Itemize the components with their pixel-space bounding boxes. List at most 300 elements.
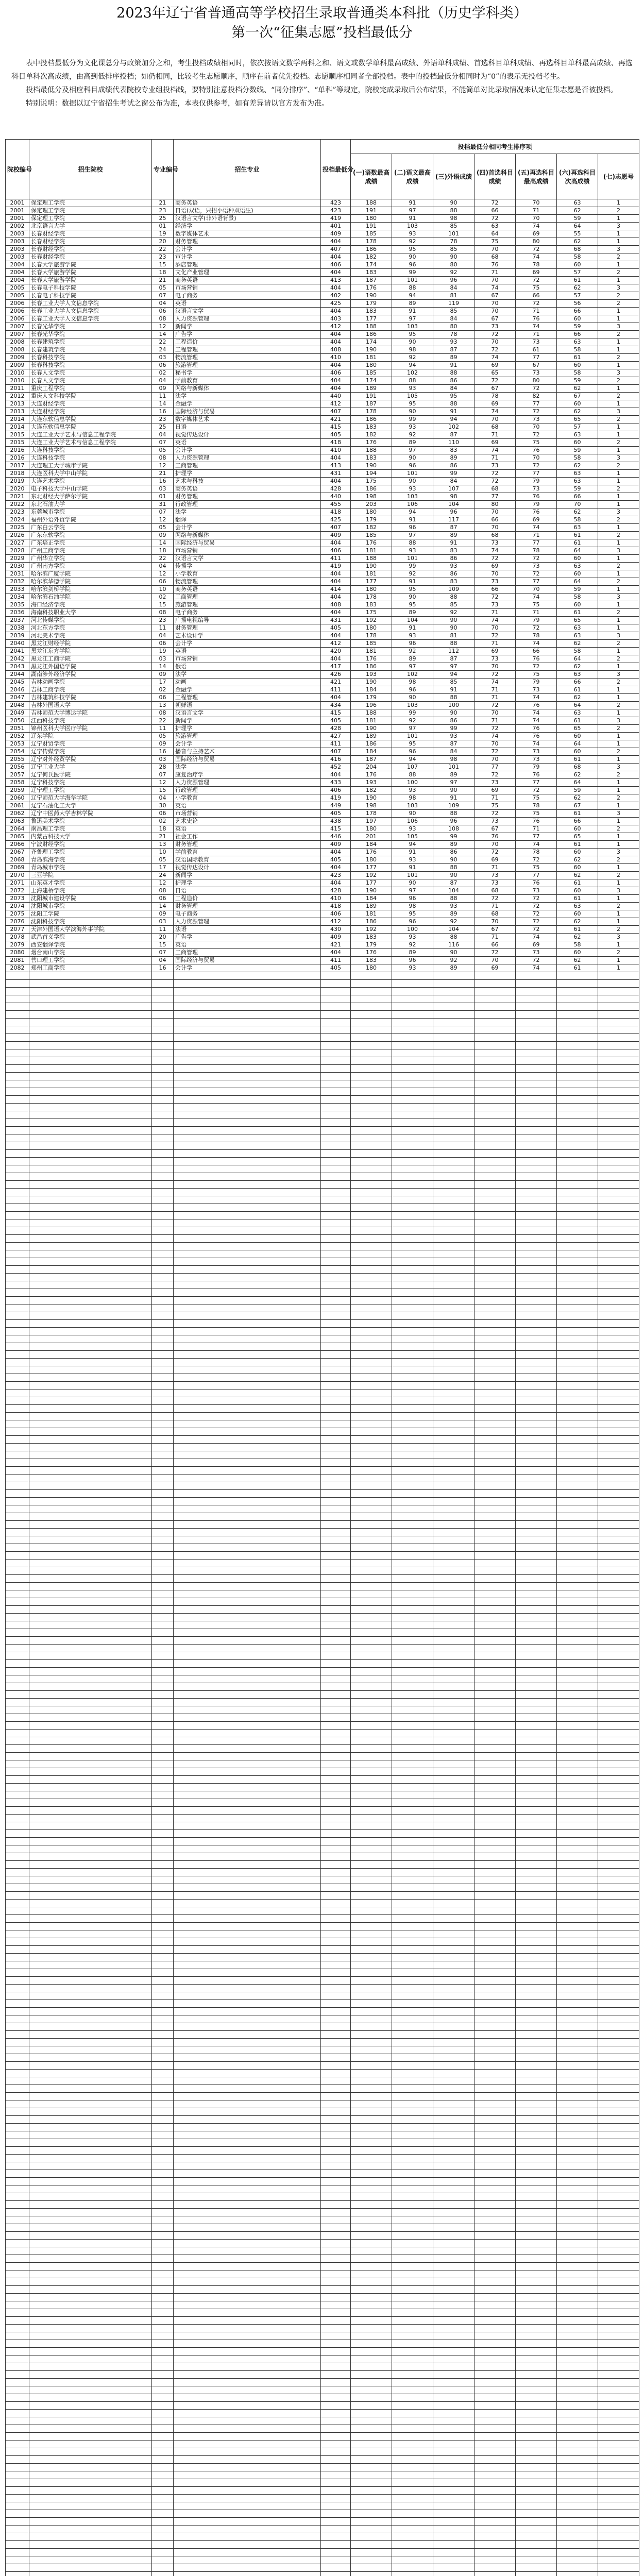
notes-block — [11, 57, 633, 110]
empty-cell — [557, 1173, 598, 1181]
empty-cell — [321, 1652, 351, 1660]
empty-cell — [174, 1637, 321, 1645]
empty-cell — [392, 1776, 433, 1784]
cell-school-code: 2044 — [6, 671, 29, 679]
cell-volunteer-no: 2 — [598, 354, 639, 362]
empty-cell — [516, 2155, 557, 2162]
cell-min-score: 414 — [321, 586, 351, 594]
cell-school-name: 广东东软学院 — [29, 532, 152, 539]
empty-cell — [321, 1297, 351, 1304]
empty-cell — [516, 2301, 557, 2309]
empty-cell — [351, 1590, 392, 1598]
empty-cell — [152, 1389, 174, 1397]
empty-cell — [29, 2487, 152, 2495]
empty-cell — [392, 1590, 433, 1598]
cell-tiebreak-2: 89 — [392, 300, 433, 308]
empty-cell — [351, 1637, 392, 1645]
cell-major-name: 英语 — [174, 648, 321, 655]
cell-tiebreak-2: 96 — [392, 918, 433, 926]
cell-tiebreak-4: 73 — [474, 872, 516, 879]
empty-cell — [392, 2556, 433, 2564]
empty-cell — [152, 988, 174, 995]
cell-major-name: 工程造价 — [174, 338, 321, 346]
empty-cell — [174, 1451, 321, 1459]
cell-tiebreak-5: 75 — [516, 284, 557, 292]
cell-major-code: 09 — [152, 910, 174, 918]
empty-cell — [321, 2224, 351, 2232]
empty-cell — [6, 1513, 29, 1521]
empty-cell — [557, 2240, 598, 2247]
empty-cell — [557, 2355, 598, 2363]
empty-cell — [6, 1621, 29, 1629]
empty-cell — [321, 2116, 351, 2124]
empty-cell — [174, 2294, 321, 2301]
cell-school-code: 2051 — [6, 725, 29, 733]
empty-cell — [6, 2008, 29, 2015]
empty-cell — [321, 2062, 351, 2070]
empty-cell — [29, 2015, 152, 2023]
empty-cell — [351, 1583, 392, 1590]
empty-cell — [598, 2116, 639, 2124]
cell-school-name: 广州华立学院 — [29, 555, 152, 563]
empty-cell — [29, 1304, 152, 1312]
empty-row — [6, 1343, 639, 1351]
cell-tiebreak-3: 84 — [433, 385, 474, 393]
cell-tiebreak-3: 85 — [433, 223, 474, 230]
empty-cell — [598, 1598, 639, 1606]
empty-cell — [152, 1791, 174, 1799]
note-paragraph: 表中投档最低分为文化课总分与政策加分之和，考生投档成绩相同时，依次按语文数学两科之和、语文或数学单科最高成绩、外语单科成绩、首选科目单科成绩、再选科目单科最高成绩、再选科目单科次高成绩，由高到低排序投档；如仍相同，比较考生志愿顺序，顺序在前者优先投档。志愿顺序相同者全部投档。表中的投档最低分相同时为“0”的表示无投档考生。 — [11, 59, 633, 81]
empty-cell — [152, 1204, 174, 1212]
empty-cell — [6, 1297, 29, 1304]
empty-cell — [29, 1961, 152, 1969]
empty-cell — [174, 1668, 321, 1675]
empty-cell — [152, 1351, 174, 1359]
empty-cell — [174, 980, 321, 988]
cell-tiebreak-2: 97 — [392, 532, 433, 539]
empty-cell — [433, 1892, 474, 1900]
cell-tiebreak-2: 103 — [392, 323, 433, 331]
cell-tiebreak-5: 70 — [516, 199, 557, 207]
empty-cell — [152, 1065, 174, 1073]
cell-min-score: 405 — [321, 624, 351, 632]
empty-cell — [174, 1513, 321, 1521]
empty-cell — [29, 2232, 152, 2240]
cell-tiebreak-4: 72 — [474, 331, 516, 338]
empty-cell — [6, 2278, 29, 2286]
empty-cell — [392, 1304, 433, 1312]
empty-cell — [152, 1289, 174, 1297]
empty-cell — [557, 1289, 598, 1297]
empty-cell — [392, 2015, 433, 2023]
empty-cell — [516, 2386, 557, 2394]
empty-cell — [598, 1475, 639, 1482]
empty-cell — [474, 1498, 516, 1505]
empty-cell — [351, 1498, 392, 1505]
cell-tiebreak-6: 62 — [557, 640, 598, 648]
empty-cell — [174, 1969, 321, 1977]
cell-school-code: 2005 — [6, 292, 29, 300]
empty-row — [6, 1335, 639, 1343]
empty-cell — [474, 1505, 516, 1513]
empty-cell — [433, 2541, 474, 2549]
empty-cell — [598, 1343, 639, 1351]
empty-cell — [29, 2270, 152, 2278]
empty-cell — [474, 2371, 516, 2379]
cell-major-name: 俄语 — [174, 663, 321, 671]
empty-cell — [516, 1552, 557, 1560]
cell-tiebreak-2: 97 — [392, 315, 433, 323]
cell-school-code: 2010 — [6, 377, 29, 385]
empty-cell — [29, 1575, 152, 1583]
empty-cell — [321, 1320, 351, 1328]
empty-cell — [516, 2178, 557, 2185]
cell-major-code: 25 — [152, 423, 174, 431]
empty-cell — [351, 1304, 392, 1312]
empty-cell — [433, 1451, 474, 1459]
empty-cell — [598, 1042, 639, 1049]
cell-tiebreak-6: 66 — [557, 679, 598, 686]
empty-cell — [6, 2441, 29, 2448]
empty-cell — [474, 1150, 516, 1158]
empty-cell — [474, 2448, 516, 2456]
empty-row — [6, 2085, 639, 2093]
cell-tiebreak-2: 101 — [392, 470, 433, 478]
empty-cell — [516, 1026, 557, 1034]
empty-cell — [351, 2371, 392, 2379]
empty-cell — [321, 2155, 351, 2162]
empty-cell — [6, 2270, 29, 2278]
empty-cell — [6, 2247, 29, 2255]
empty-cell — [598, 1335, 639, 1343]
cell-min-score: 404 — [321, 570, 351, 578]
cell-tiebreak-6: 61 — [557, 810, 598, 818]
empty-cell — [557, 2495, 598, 2502]
empty-cell — [598, 1104, 639, 1111]
empty-cell — [392, 1768, 433, 1776]
empty-cell — [557, 1629, 598, 1637]
cell-tiebreak-3: 84 — [433, 315, 474, 323]
empty-cell — [351, 1042, 392, 1049]
empty-cell — [392, 1529, 433, 1536]
cell-tiebreak-6: 59 — [557, 215, 598, 223]
cell-school-code: 2050 — [6, 717, 29, 725]
table-row — [6, 555, 639, 563]
empty-cell — [516, 2193, 557, 2201]
cell-major-code: 04 — [152, 377, 174, 385]
cell-tiebreak-6: 62 — [557, 794, 598, 802]
table-body — [6, 199, 639, 2576]
cell-major-code: 14 — [152, 331, 174, 338]
cell-tiebreak-2: 98 — [392, 679, 433, 686]
cell-min-score: 431 — [321, 470, 351, 478]
empty-cell — [516, 1281, 557, 1289]
empty-cell — [152, 2255, 174, 2263]
empty-cell — [433, 1104, 474, 1111]
empty-cell — [433, 2533, 474, 2541]
cell-school-code: 2021 — [6, 493, 29, 501]
cell-min-score: 401 — [321, 223, 351, 230]
empty-cell — [433, 1328, 474, 1335]
empty-cell — [516, 1366, 557, 1374]
cell-major-name: 工程管理 — [174, 346, 321, 354]
empty-cell — [6, 1845, 29, 1853]
cell-tiebreak-4: 66 — [474, 207, 516, 215]
empty-cell — [6, 1884, 29, 1892]
empty-cell — [152, 1436, 174, 1444]
cell-school-name: 电子科技大学中山学院 — [29, 485, 152, 493]
empty-cell — [557, 1675, 598, 1683]
empty-cell — [321, 1219, 351, 1227]
empty-cell — [598, 972, 639, 980]
empty-cell — [392, 1049, 433, 1057]
empty-cell — [29, 2464, 152, 2471]
empty-row — [6, 1266, 639, 1274]
empty-cell — [598, 1807, 639, 1815]
empty-cell — [321, 1930, 351, 1938]
cell-tiebreak-2: 97 — [392, 207, 433, 215]
cell-tiebreak-5: 76 — [516, 493, 557, 501]
cell-tiebreak-4: 72 — [474, 849, 516, 856]
empty-cell — [516, 1482, 557, 1490]
empty-cell — [474, 1645, 516, 1652]
cell-min-score: 404 — [321, 478, 351, 485]
cell-school-code: 2053 — [6, 740, 29, 748]
empty-cell — [557, 2371, 598, 2379]
empty-cell — [321, 1490, 351, 1498]
empty-cell — [433, 2046, 474, 2054]
table-row — [6, 586, 639, 594]
empty-cell — [29, 1869, 152, 1876]
empty-cell — [433, 2502, 474, 2510]
empty-cell — [351, 2015, 392, 2023]
empty-cell — [557, 1490, 598, 1498]
empty-cell — [351, 2556, 392, 2564]
empty-cell — [474, 1274, 516, 1281]
header-tiebreak-group: 投档最低分相同考生排序项 — [351, 140, 639, 154]
empty-cell — [557, 1830, 598, 1838]
empty-row — [6, 1459, 639, 1467]
empty-cell — [29, 2155, 152, 2162]
empty-cell — [174, 1088, 321, 1096]
empty-cell — [351, 1351, 392, 1359]
empty-row — [6, 1382, 639, 1389]
cell-tiebreak-5: 69 — [516, 941, 557, 949]
cell-tiebreak-6: 62 — [557, 663, 598, 671]
empty-cell — [351, 2039, 392, 2046]
empty-cell — [392, 1869, 433, 1876]
empty-cell — [392, 1212, 433, 1219]
empty-cell — [6, 2131, 29, 2139]
empty-cell — [321, 2201, 351, 2209]
empty-cell — [433, 1768, 474, 1776]
empty-cell — [351, 2572, 392, 2576]
cell-tiebreak-4: 70 — [474, 509, 516, 516]
empty-cell — [598, 1760, 639, 1768]
cell-tiebreak-1: 190 — [351, 725, 392, 733]
cell-tiebreak-2: 92 — [392, 238, 433, 246]
empty-cell — [516, 1900, 557, 1907]
empty-cell — [474, 1073, 516, 1080]
empty-cell — [351, 1505, 392, 1513]
cell-min-score: 405 — [321, 717, 351, 725]
empty-cell — [6, 1042, 29, 1049]
empty-cell — [433, 1513, 474, 1521]
cell-tiebreak-5: 74 — [516, 964, 557, 972]
empty-cell — [598, 2417, 639, 2425]
empty-cell — [474, 2178, 516, 2185]
cell-tiebreak-2: 96 — [392, 748, 433, 756]
empty-cell — [174, 1266, 321, 1274]
empty-cell — [516, 1250, 557, 1258]
empty-cell — [557, 1475, 598, 1482]
table-row — [6, 632, 639, 640]
cell-tiebreak-3: 88 — [433, 640, 474, 648]
cell-school-code: 2059 — [6, 787, 29, 794]
table-row — [6, 872, 639, 879]
cell-tiebreak-3: 91 — [433, 794, 474, 802]
empty-cell — [474, 2263, 516, 2270]
empty-cell — [152, 2301, 174, 2309]
empty-cell — [174, 1536, 321, 1544]
empty-cell — [433, 1652, 474, 1660]
cell-tiebreak-4: 71 — [474, 640, 516, 648]
cell-major-name: 动画 — [174, 679, 321, 686]
empty-cell — [152, 1165, 174, 1173]
cell-tiebreak-4: 70 — [474, 709, 516, 717]
empty-cell — [557, 1444, 598, 1451]
empty-cell — [557, 1382, 598, 1389]
empty-cell — [6, 1706, 29, 1714]
empty-cell — [351, 1049, 392, 1057]
empty-cell — [474, 2417, 516, 2425]
cell-min-score: 438 — [321, 818, 351, 825]
empty-cell — [516, 2046, 557, 2054]
empty-cell — [557, 2193, 598, 2201]
cell-min-score: 425 — [321, 516, 351, 524]
empty-row — [6, 1359, 639, 1366]
empty-cell — [6, 1026, 29, 1034]
cell-tiebreak-1: 180 — [351, 509, 392, 516]
cell-tiebreak-4: 72 — [474, 702, 516, 709]
empty-cell — [29, 1977, 152, 1985]
cell-tiebreak-1: 189 — [351, 903, 392, 910]
empty-cell — [152, 1320, 174, 1328]
empty-cell — [516, 1923, 557, 1930]
empty-cell — [433, 2255, 474, 2263]
empty-cell — [29, 1884, 152, 1892]
empty-cell — [433, 1250, 474, 1258]
empty-cell — [433, 1560, 474, 1567]
empty-cell — [557, 2363, 598, 2371]
empty-cell — [174, 1127, 321, 1134]
cell-tiebreak-5: 69 — [516, 230, 557, 238]
empty-cell — [351, 1845, 392, 1853]
cell-major-name: 艺术史论 — [174, 818, 321, 825]
empty-cell — [351, 1621, 392, 1629]
empty-cell — [474, 1745, 516, 1753]
empty-cell — [516, 1652, 557, 1660]
empty-cell — [321, 1080, 351, 1088]
empty-cell — [557, 2487, 598, 2495]
cell-tiebreak-1: 176 — [351, 849, 392, 856]
empty-cell — [557, 2433, 598, 2441]
empty-cell — [516, 1645, 557, 1652]
cell-major-code: 12 — [152, 323, 174, 331]
empty-cell — [433, 972, 474, 980]
empty-cell — [174, 2000, 321, 2008]
cell-tiebreak-5: 71 — [516, 609, 557, 617]
cell-tiebreak-1: 183 — [351, 454, 392, 462]
empty-cell — [598, 1799, 639, 1807]
empty-cell — [392, 1119, 433, 1127]
cell-school-name: 沈阳城市建设学院 — [29, 895, 152, 903]
empty-cell — [6, 1320, 29, 1328]
empty-cell — [392, 1760, 433, 1768]
empty-cell — [392, 1892, 433, 1900]
cell-tiebreak-3: 112 — [433, 648, 474, 655]
empty-cell — [152, 1946, 174, 1954]
empty-cell — [6, 1165, 29, 1173]
empty-cell — [6, 2402, 29, 2410]
empty-cell — [29, 1204, 152, 1212]
empty-cell — [433, 1312, 474, 1320]
empty-cell — [6, 1505, 29, 1513]
empty-cell — [174, 1026, 321, 1034]
cell-tiebreak-4: 69 — [474, 400, 516, 408]
empty-cell — [321, 1668, 351, 1675]
empty-cell — [152, 2031, 174, 2039]
empty-cell — [557, 1011, 598, 1019]
empty-cell — [29, 2549, 152, 2556]
empty-cell — [392, 2348, 433, 2355]
cell-tiebreak-4: 69 — [474, 439, 516, 447]
empty-cell — [557, 1158, 598, 1165]
empty-cell — [152, 1892, 174, 1900]
empty-cell — [174, 1289, 321, 1297]
empty-row — [6, 1080, 639, 1088]
empty-cell — [152, 1482, 174, 1490]
empty-cell — [174, 1583, 321, 1590]
empty-cell — [351, 1614, 392, 1621]
empty-cell — [321, 1892, 351, 1900]
cell-tiebreak-5: 79 — [516, 478, 557, 485]
empty-cell — [474, 1583, 516, 1590]
cell-tiebreak-5: 75 — [516, 810, 557, 818]
empty-cell — [516, 2070, 557, 2077]
cell-school-code: 2060 — [6, 794, 29, 802]
empty-cell — [6, 1428, 29, 1436]
empty-cell — [474, 2348, 516, 2355]
empty-cell — [321, 1196, 351, 1204]
cell-volunteer-no: 1 — [598, 779, 639, 787]
cell-tiebreak-1: 178 — [351, 594, 392, 601]
empty-cell — [351, 1961, 392, 1969]
cell-volunteer-no: 1 — [598, 648, 639, 655]
table-row — [6, 331, 639, 338]
cell-tiebreak-3: 90 — [433, 787, 474, 794]
empty-cell — [321, 2572, 351, 2576]
empty-cell — [174, 1312, 321, 1320]
empty-cell — [516, 1737, 557, 1745]
empty-cell — [321, 1304, 351, 1312]
cell-tiebreak-6: 62 — [557, 957, 598, 964]
cell-volunteer-no: 1 — [598, 539, 639, 547]
cell-school-name: 长春科技学院 — [29, 362, 152, 369]
empty-cell — [598, 1405, 639, 1413]
empty-cell — [392, 980, 433, 988]
cell-major-code: 09 — [152, 385, 174, 393]
